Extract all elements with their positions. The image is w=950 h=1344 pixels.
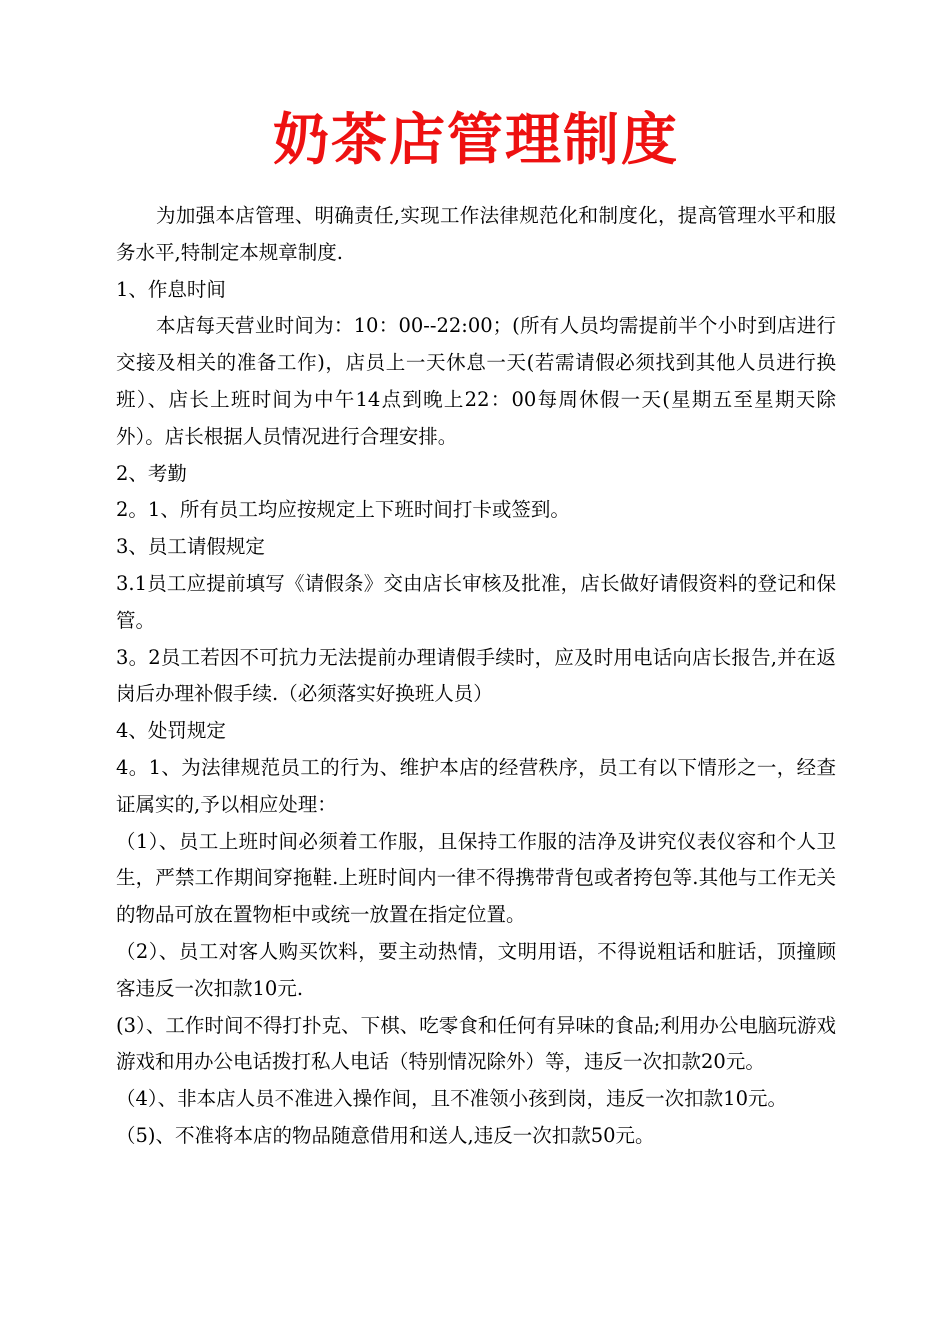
paragraph: 4、处罚规定 <box>116 719 226 743</box>
paragraph: （1）、员工上班时间必须着工作服，且保持工作服的洁净及讲究仪表仪容和个人卫生，严禁工作期间穿拖鞋.上班时间内一律不得携带背包或者挎包等.其他与工作无关的物品可放在置物柜中或统一放置在指定位置。 <box>116 829 836 927</box>
document-body <box>116 198 836 1155</box>
paragraph: 3。2员工若因不可抗力无法提前办理请假手续时，应及时用电话向店长报告,并在返岗后办理补假手续.（必须落实好换班人员） <box>116 645 836 706</box>
paragraph: 2。1、所有员工均应按规定上下班时间打卡或签到。 <box>116 498 570 522</box>
paragraph: 4。1、为法律规范员工的行为、维护本店的经营秩序，员工有以下情形之一，经查证属实的,予以相应处理： <box>116 755 836 816</box>
paragraph: （2）、员工对客人购买饮料，要主动热情，文明用语，不得说粗话和脏话，顶撞顾客违反一次扣款10元. <box>116 939 836 1000</box>
paragraph: 3、员工请假规定 <box>116 535 265 559</box>
document-title: 奶茶店管理制度 <box>273 107 679 173</box>
paragraph: 1、作息时间 <box>116 277 226 301</box>
paragraph: （4）、非本店人员不准进入操作间，且不准领小孩到岗，违反一次扣款10元。 <box>116 1087 787 1111</box>
paragraph: (3）、工作时间不得打扑克、下棋、吃零食和任何有异味的食品;利用办公电脑玩游戏游戏和用办公电话拨打私人电话（特别情况除外）等，违反一次扣款20元。 <box>116 1013 836 1074</box>
paragraph: 3.1员工应提前填写《请假条》交由店长审核及批准，店长做好请假资料的登记和保管。 <box>116 571 836 632</box>
paragraph: （5)、不准将本店的物品随意借用和送人,违反一次扣款50元。 <box>116 1123 655 1147</box>
paragraph: 为加强本店管理、明确责任,实现工作法律规范化和制度化，提高管理水平和服务水平,特制定本规章制度. <box>116 204 836 264</box>
paragraph: 2、考勤 <box>116 461 187 485</box>
paragraph: 本店每天营业时间为：10：00--22:00；(所有人员均需提前半个小时到店进行交接及相关的准备工作)，店员上一天休息一天(若需请假必须找到其他人员进行换班）、店长上班时间为中午14点到晚上22：00每周休假一天(星期五至星期天除外）。店长根据人员情况进行合理安排。 <box>116 314 836 448</box>
